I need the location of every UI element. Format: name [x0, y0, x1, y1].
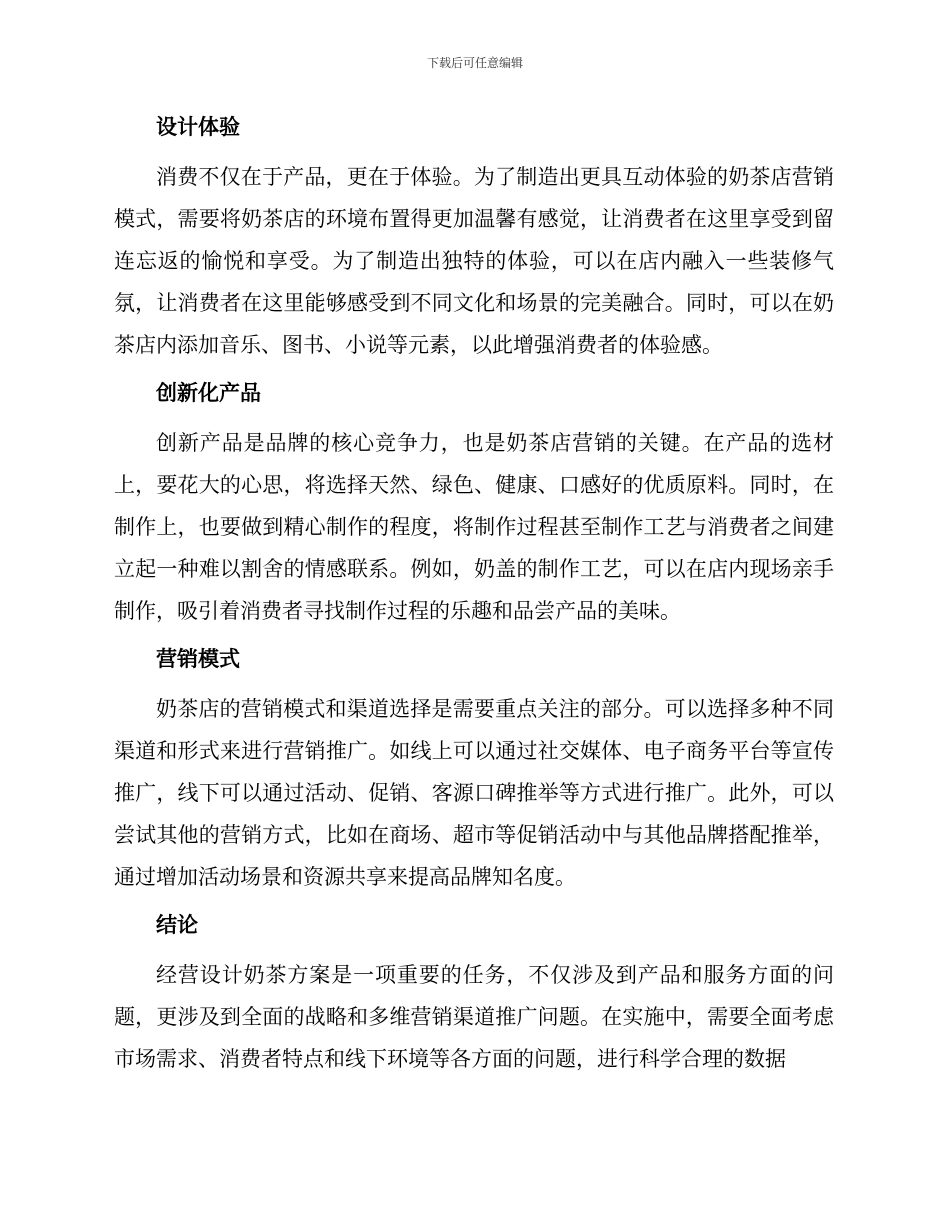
- section-paragraph-design-experience: 消费不仅在于产品，更在于体验。为了制造出更具互动体验的奶茶店营销模式，需要将奶茶店的环境布置得更加温馨有感觉，让消费者在这里享受到留连忘返的愉悦和享受。为了制造出独特的体验，可以在店内融入一些装修气氛，让消费者在这里能够感受到不同文化和场景的完美融合。同时，可以在奶茶店内添加音乐、图书、小说等元素，以此增强消费者的体验感。: [114, 165, 834, 357]
- document-body: [114, 106, 834, 1086]
- section-paragraph-marketing-model: 奶茶店的营销模式和渠道选择是需要重点关注的部分。可以选择多种不同渠道和形式来进行营销推广。如线上可以通过社交媒体、电子商务平台等宣传推广，线下可以通过活动、促销、客源口碑推举等方式进行推广。此外，可以尝试其他的营销方式，比如在商场、超市等促销活动中与其他品牌搭配推举，通过增加活动场景和资源共享来提高品牌知名度。: [114, 697, 834, 889]
- page-header: 下载后可任意编辑: [426, 56, 523, 70]
- section-heading-innovative-product: 创新化产品: [156, 381, 261, 405]
- section-heading-conclusion: 结论: [156, 913, 198, 937]
- section-heading-marketing-model: 营销模式: [156, 647, 240, 671]
- section-paragraph-innovative-product: 创新产品是品牌的核心竞争力，也是奶茶店营销的关键。在产品的选材上，要花大的心思，将选择天然、绿色、健康、口感好的优质原料。同时，在制作上，也要做到精心制作的程度，将制作过程甚至制作工艺与消费者之间建立起一种难以割舍的情感联系。例如，奶盖的制作工艺，可以在店内现场亲手制作，吸引着消费者寻找制作过程的乐趣和品尝产品的美味。: [114, 431, 834, 623]
- section-paragraph-conclusion: 经营设计奶茶方案是一项重要的任务，不仅涉及到产品和服务方面的问题，更涉及到全面的战略和多维营销渠道推广问题。在实施中，需要全面考虑市场需求、消费者特点和线下环境等各方面的问题，进行科学合理的数据: [114, 963, 834, 1071]
- section-heading-design-experience: 设计体验: [156, 115, 240, 139]
